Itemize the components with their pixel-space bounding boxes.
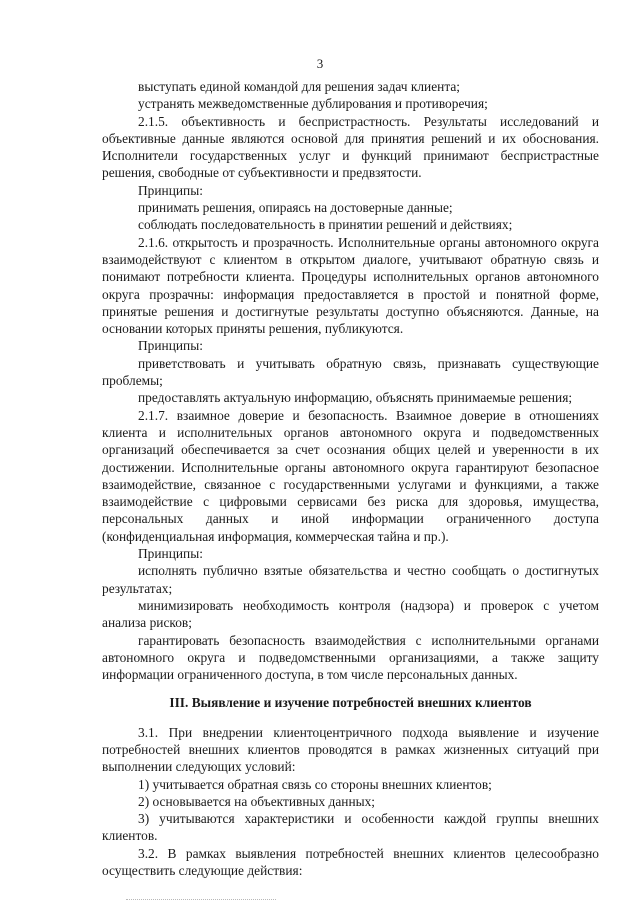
- paragraph: 3.2. В рамках выявления потребностей внешних клиентов целесообразно осуществить следующие действия:: [102, 845, 599, 879]
- paragraph: 2.1.5. объективность и беспристрастность. Результаты исследований и объективные данные являются основой для принятия решений и их обоснования. Исполнители государственных услуг и функций принимают беспристрастные решения, свободные от субъективности и предвзятости.: [102, 113, 599, 181]
- list-item: 1) учитывается обратная связь со стороны внешних клиентов;: [138, 776, 492, 792]
- paragraph: 2.1.6. открытость и прозрачность. Исполнительные органы автономного округа взаимодействуют с клиентом в открытом диалоге, учитывают обратную связь и понимают потребности клиента. Процедуры исполнительных органов автономного округа прозрачны: информация предоставляется в простой и понятной форме, принятые решения и достигнутые результаты доступно объясняются. Данные, на основании которых приняты решения, публикуются.: [102, 234, 599, 337]
- principles-label: Принципы:: [138, 546, 203, 562]
- principles-label: Принципы:: [138, 338, 203, 354]
- paragraph: соблюдать последовательность в принятии решений и действиях;: [138, 217, 513, 233]
- page-number: 3: [316, 56, 324, 71]
- list-item: 2) основывается на объективных данных;: [138, 793, 376, 809]
- paragraph: приветствовать и учитывать обратную связь, признавать существующие проблемы;: [102, 355, 599, 389]
- paragraph: 2.1.7. взаимное доверие и безопасность. Взаимное доверие в отношениях клиента и исполнительных органов автономного округа и подведомственных организаций обеспечивается за счет осознания общих целей и уверенности в их достижении. Исполнительные органы автономного округа гарантируют безопасное взаимодействие, связанное с государственными услугами и функциями, а также взаимодействие с цифровыми сервисами без риска для здоровья, имущества, персональных данных и иной информации ограниченного доступа (конфиденциальная информация, коммерческая тайна и пр.).: [102, 407, 599, 544]
- paragraph: принимать решения, опираясь на достоверные данные;: [138, 200, 453, 216]
- paragraph: устранять межведомственные дублирования и противоречия;: [138, 96, 488, 112]
- principles-label: Принципы:: [138, 182, 203, 198]
- paragraph: минимизировать необходимость контроля (надзора) и проверок с учетом анализа рисков;: [102, 597, 599, 631]
- paragraph: выступать единой командой для решения задач клиента;: [138, 79, 461, 94]
- paragraph: гарантировать безопасность взаимодействия с исполнительными органами автономного округа и подведомственными организациями, а также защиту информации ограниченного доступа, в том числе персональных данных.: [102, 632, 599, 683]
- paragraph: 3.1. При внедрении клиентоцентричного подхода выявление и изучение потребностей внешних клиентов проводятся в рамках жизненных ситуаций при выполнении следующих условий:: [102, 724, 599, 775]
- paragraph: исполнять публично взятые обязательства и честно сообщать о достигнутых результатах;: [102, 563, 599, 596]
- footer-scan-artifact: [126, 899, 276, 902]
- paragraph: предоставлять актуальную информацию, объяснять принимаемые решения;: [138, 390, 573, 406]
- document-body: [102, 78, 599, 879]
- list-item: 3) учитываются характеристики и особенности каждой группы внешних клиентов.: [102, 811, 599, 844]
- section-heading: III. Выявление и изучение потребностей внешних клиентов: [169, 695, 532, 711]
